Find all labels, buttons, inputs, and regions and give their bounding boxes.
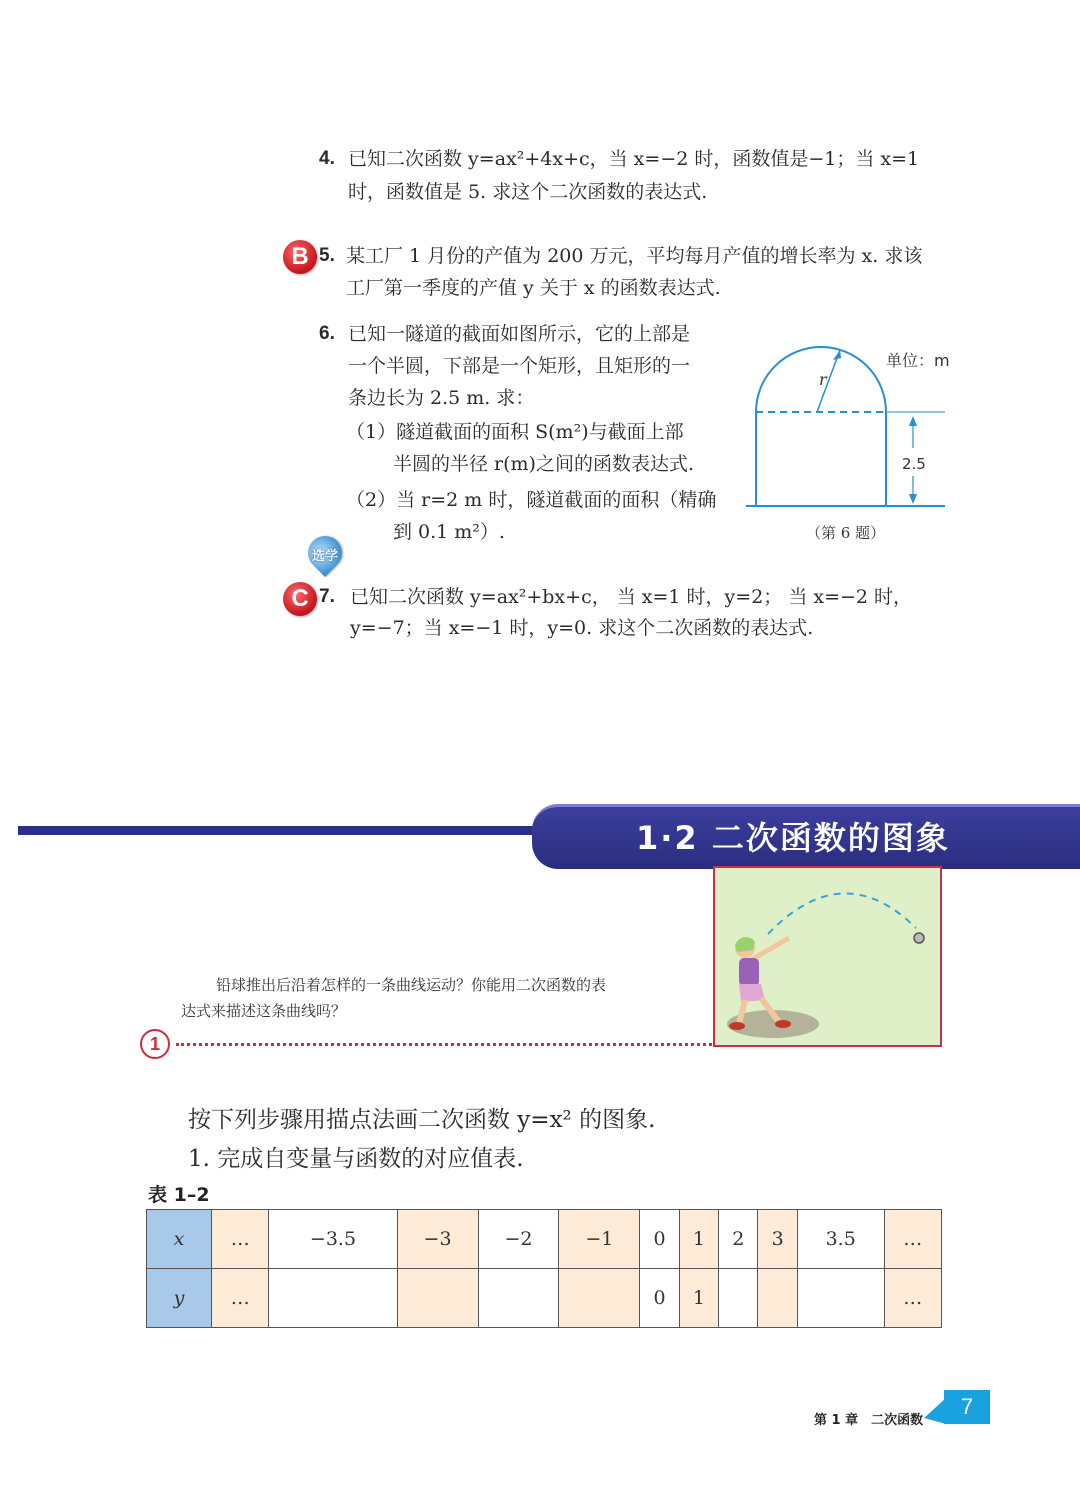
q7-line2: y=−7；当 x=−1 时，y=0. 求这个二次函数的表达式. <box>350 617 814 639</box>
q6-number: 6. <box>319 323 335 344</box>
q6-sub1b: 半圆的半径 r(m)之间的函数表达式. <box>393 453 695 475</box>
value-table <box>146 1209 942 1328</box>
x-cell: −3.5 <box>269 1210 397 1269</box>
steps-intro: 按下列步骤用描点法画二次函数 y=x² 的图象. <box>188 1107 656 1133</box>
q5-line1: 某工厂 1 月份的产值为 200 万元，平均每月产值的增长率为 x. 求该 <box>346 245 923 267</box>
y-cell <box>797 1269 884 1328</box>
x-cell: … <box>212 1210 269 1269</box>
section-title: 1·2 二次函数的图象 <box>636 819 950 857</box>
q6-sub1a: （1）隧道截面的面积 S(m²)与截面上部 <box>346 421 684 443</box>
athlete-shoe-right <box>775 1020 791 1028</box>
q6-line3: 条边长为 2.5 m. 求： <box>348 387 535 409</box>
y-cell: 0 <box>640 1269 679 1328</box>
shot-put-illustration <box>713 866 943 1048</box>
section-rule <box>18 826 558 835</box>
dimension-arrow-up <box>909 416 917 426</box>
intro-line1: 铅球推出后沿着怎样的一条曲线运动？你能用二次函数的表 <box>216 976 607 994</box>
tunnel-caption: （第 6 题） <box>806 524 886 542</box>
q4-line1: 已知二次函数 y=ax²+4x+c，当 x=−2 时，函数值是−1；当 x=1 <box>348 148 920 170</box>
optional-tag: 选学 <box>311 549 338 564</box>
dotted-divider <box>176 1043 712 1046</box>
dimension-arrow-down <box>909 494 917 504</box>
q6-sub2a: （2）当 r=2 m 时，隧道截面的面积（精确 <box>346 489 717 511</box>
x-cell: … <box>884 1210 941 1269</box>
table-row-y <box>147 1269 942 1328</box>
level-b-badge: B <box>283 240 317 274</box>
radius-arrowhead <box>833 350 841 360</box>
q5-number: 5. <box>319 245 335 266</box>
page-tab-wedge <box>924 1398 946 1424</box>
x-cell: −1 <box>559 1210 640 1269</box>
shot-ball <box>914 933 924 943</box>
y-cell <box>269 1269 397 1328</box>
page-number: 7 <box>944 1390 990 1424</box>
q4-number: 4. <box>319 148 335 169</box>
athlete-torso <box>739 958 759 986</box>
athlete-shoe-left <box>729 1022 745 1030</box>
y-cell <box>758 1269 797 1328</box>
footer-chapter: 第 1 章 二次函数 <box>814 1413 924 1428</box>
x-cell: 3.5 <box>797 1210 884 1269</box>
y-cell <box>397 1269 478 1328</box>
q7-number: 7. <box>319 586 335 607</box>
q5-line2: 工厂第一季度的产值 y 关于 x 的函数表达式. <box>346 277 721 299</box>
y-cell <box>719 1269 758 1328</box>
q6-sub2b: 到 0.1 m²）. <box>393 521 505 543</box>
q7-line1: 已知二次函数 y=ax²+bx+c， 当 x=1 时，y=2； 当 x=−2 时， <box>350 586 913 608</box>
y-cell: … <box>212 1269 269 1328</box>
x-cell: 0 <box>640 1210 679 1269</box>
height-label: 2.5 <box>902 455 926 473</box>
table-caption: 表 1–2 <box>148 1184 210 1206</box>
x-cell: 1 <box>679 1210 718 1269</box>
radius-label: r <box>819 370 827 389</box>
activity-marker: 1 <box>140 1029 170 1059</box>
y-cell <box>478 1269 559 1328</box>
row-label-x: x <box>147 1210 212 1269</box>
intro-line2: 达式来描述这条曲线吗？ <box>181 1002 347 1020</box>
step-1: 1. 完成自变量与函数的对应值表. <box>188 1146 524 1172</box>
y-cell: … <box>884 1269 941 1328</box>
tunnel-unit-label: 单位：m <box>886 351 950 370</box>
level-c-badge: C <box>283 582 317 616</box>
y-cell: 1 <box>679 1269 718 1328</box>
x-cell: 2 <box>719 1210 758 1269</box>
tunnel-diagram <box>740 330 955 520</box>
q4-line2: 时，函数值是 5. 求这个二次函数的表达式. <box>348 181 708 203</box>
x-cell: 3 <box>758 1210 797 1269</box>
table-row-x <box>147 1210 942 1269</box>
x-cell: −3 <box>397 1210 478 1269</box>
q6-line2: 一个半圆，下部是一个矩形，且矩形的一 <box>348 355 691 377</box>
row-label-y: y <box>147 1269 212 1328</box>
x-cell: −2 <box>478 1210 559 1269</box>
y-cell <box>559 1269 640 1328</box>
q6-line1: 已知一隧道的截面如图所示，它的上部是 <box>348 323 691 345</box>
